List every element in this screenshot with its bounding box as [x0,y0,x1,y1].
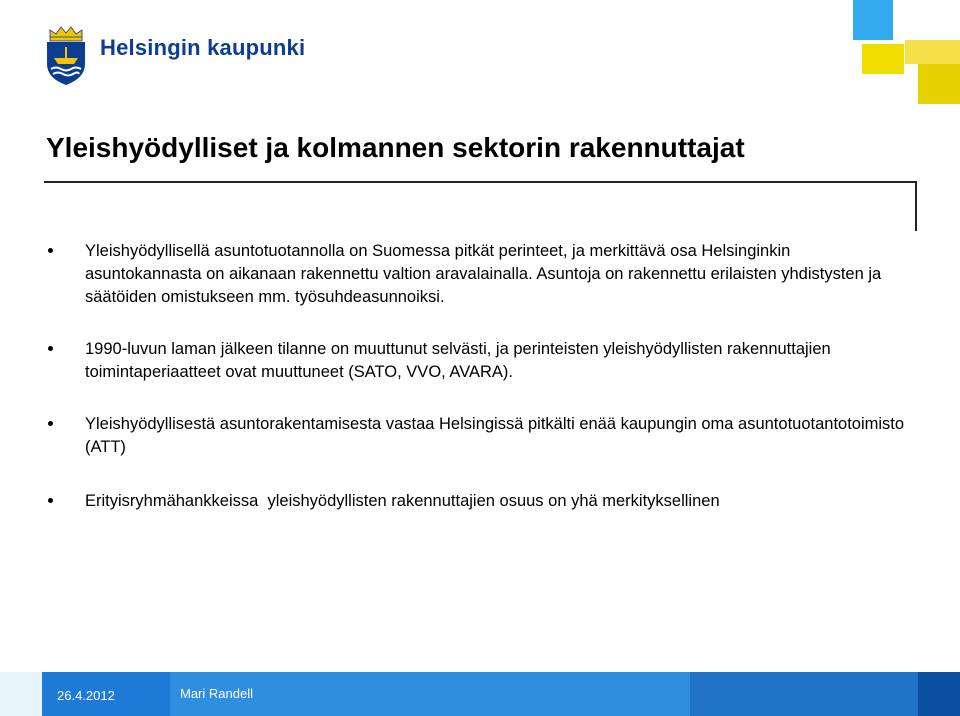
bullet-dot-icon [48,346,53,351]
slide-title: Yleishyödylliset ja kolmannen sektorin rakennuttajat [46,132,745,163]
decoration-square [905,40,960,64]
title-underline [44,181,917,183]
bullet-text: Yleishyödyllisellä asuntotuotannolla on Suomessa pitkät perinteet, ja merkittävä osa Helsinginkin asuntokannasta on aikanaan rakennettu valtion aravalainalla. Asuntoja on rakennettu erilaisten yhdistysten ja säätöiden omistukseen mm. työsuhdeasunnoiksi. [85,242,882,306]
bullet-dot-icon [48,498,53,503]
helsinki-crest-icon [42,24,90,86]
decoration-square [936,0,960,40]
title-rule-tick [915,181,917,231]
decoration-square [893,0,915,40]
footer-bar [0,672,960,716]
footer-author: Mari Randell [180,686,253,701]
footer-block [690,672,918,716]
bullet-dot-icon [48,421,53,426]
footer-block [0,672,42,716]
decoration-square [862,44,904,74]
footer-block [918,672,960,716]
bullet-dot-icon [48,248,53,253]
footer-date: 26.4.2012 [57,688,115,703]
decoration-square [853,0,893,40]
logo-text: Helsingin kaupunki [100,35,306,60]
bullet-text: Yleishyödyllisestä asuntorakentamisesta vastaa Helsingissä pitkälti enää kaupungin oma asuntotuotantotoimisto (ATT) [85,415,905,456]
helsinki-logo [42,24,312,88]
bullet-text: 1990-luvun laman jälkeen tilanne on muuttunut selvästi, ja perinteisten yleishyödyllisten rakennuttajien toimintaperiaatteet ovat muuttuneet (SATO, VVO, AVARA). [85,340,831,381]
decoration-square [918,64,960,104]
bullet-text: Erityisryhmähankkeissa yleishyödyllisten rakennuttajien osuus on yhä merkityksellinen [85,492,720,510]
